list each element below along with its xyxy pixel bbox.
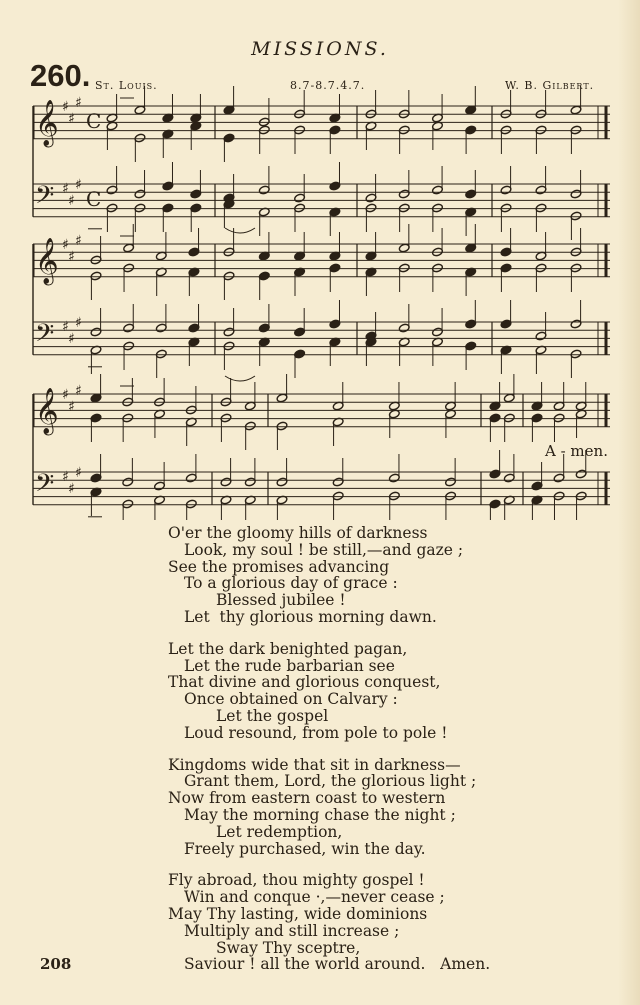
sharp-sign: ♯ bbox=[75, 177, 82, 193]
time-signature: C bbox=[86, 109, 102, 133]
hymn-number: 260. bbox=[30, 58, 91, 93]
amen-lyric: A - men. bbox=[545, 442, 608, 460]
time-signature: C bbox=[86, 187, 102, 211]
sharp-sign: ♯ bbox=[68, 481, 75, 497]
stanza-1 bbox=[0, 525, 640, 626]
sharp-sign: ♯ bbox=[62, 237, 69, 253]
sharp-sign: ♯ bbox=[68, 331, 75, 347]
sharp-sign: ♯ bbox=[62, 387, 69, 403]
bass-clef: 𝄢 bbox=[35, 181, 55, 216]
sharp-sign: ♯ bbox=[75, 465, 82, 481]
section-title: MISSIONS. bbox=[251, 38, 389, 60]
sharp-sign: ♯ bbox=[75, 383, 82, 399]
verse-line: May Thy lasting, wide dominions bbox=[168, 904, 428, 923]
verse-line: Let the dark benighted pagan, bbox=[168, 639, 408, 658]
verse-line: Multiply and still increase ; bbox=[184, 921, 400, 940]
verse-line: Fly abroad, thou mighty gospel ! bbox=[168, 871, 425, 890]
treble-clef: 𝄞 bbox=[35, 238, 59, 284]
sharp-sign: ♯ bbox=[68, 249, 75, 265]
sharp-sign: ♯ bbox=[75, 95, 82, 111]
sharp-sign: ♯ bbox=[68, 193, 75, 209]
verses bbox=[0, 525, 640, 988]
bass-clef: 𝄢 bbox=[35, 319, 55, 354]
treble-clef: 𝄞 bbox=[35, 100, 59, 146]
meter: 8.7-8.7.4.7. bbox=[290, 79, 366, 92]
sharp-sign: ♯ bbox=[62, 469, 69, 485]
verse-line: Sway Thy sceptre, bbox=[216, 938, 361, 957]
verse-line: Once obtained on Calvary : bbox=[184, 690, 398, 709]
stanza-3 bbox=[0, 757, 640, 858]
verse-line: Loud resound, from pole to pole ! bbox=[184, 723, 448, 742]
verse-line: Win and conque ·,—never cease ; bbox=[184, 888, 445, 907]
sharp-sign: ♯ bbox=[62, 319, 69, 335]
verse-line: Grant them, Lord, the glorious light ; bbox=[184, 772, 477, 791]
sharp-sign: ♯ bbox=[75, 233, 82, 249]
sharp-sign: ♯ bbox=[68, 399, 75, 415]
stanza-4 bbox=[0, 872, 640, 973]
slur bbox=[225, 376, 255, 381]
sharp-sign: ♯ bbox=[62, 99, 69, 115]
verse-line: Let redemption, bbox=[216, 822, 343, 841]
verse-line: That divine and glorious conquest, bbox=[168, 673, 441, 692]
tune-name: St. Louis. bbox=[95, 79, 158, 92]
sharp-sign: ♯ bbox=[75, 315, 82, 331]
verse-line: Let the rude barbarian see bbox=[184, 656, 395, 675]
verse-line: Kingdoms wide that sit in darkness— bbox=[168, 755, 461, 774]
verse-line: O'er the gloomy hills of darkness bbox=[168, 524, 428, 542]
verse-line: May the morning chase the night ; bbox=[184, 805, 456, 824]
verse-line: Now from eastern coast to western bbox=[168, 789, 446, 808]
verse-line: Let the gospel bbox=[216, 706, 329, 725]
treble-clef: 𝄞 bbox=[35, 388, 59, 434]
verse-line: See the promises advancing bbox=[168, 557, 390, 576]
sharp-sign: ♯ bbox=[68, 111, 75, 127]
verse-line: Look, my soul ! be still,—and gaze ; bbox=[184, 540, 464, 559]
verse-line: Blessed jubilee ! bbox=[216, 591, 346, 610]
verse-line: Saviour ! all the world around. Amen. bbox=[184, 955, 491, 974]
page-number: 208 bbox=[40, 955, 72, 973]
verse-line: To a glorious day of grace : bbox=[184, 574, 398, 593]
bass-clef: 𝄢 bbox=[35, 469, 55, 504]
composer: W. B. Gilbert. bbox=[505, 79, 595, 92]
verse-line: Freely purchased, win the day. bbox=[184, 839, 426, 858]
sharp-sign: ♯ bbox=[62, 181, 69, 197]
stanza-2 bbox=[0, 641, 640, 742]
slur bbox=[225, 228, 255, 233]
verse-line: Let thy glorious morning dawn. bbox=[184, 607, 437, 626]
